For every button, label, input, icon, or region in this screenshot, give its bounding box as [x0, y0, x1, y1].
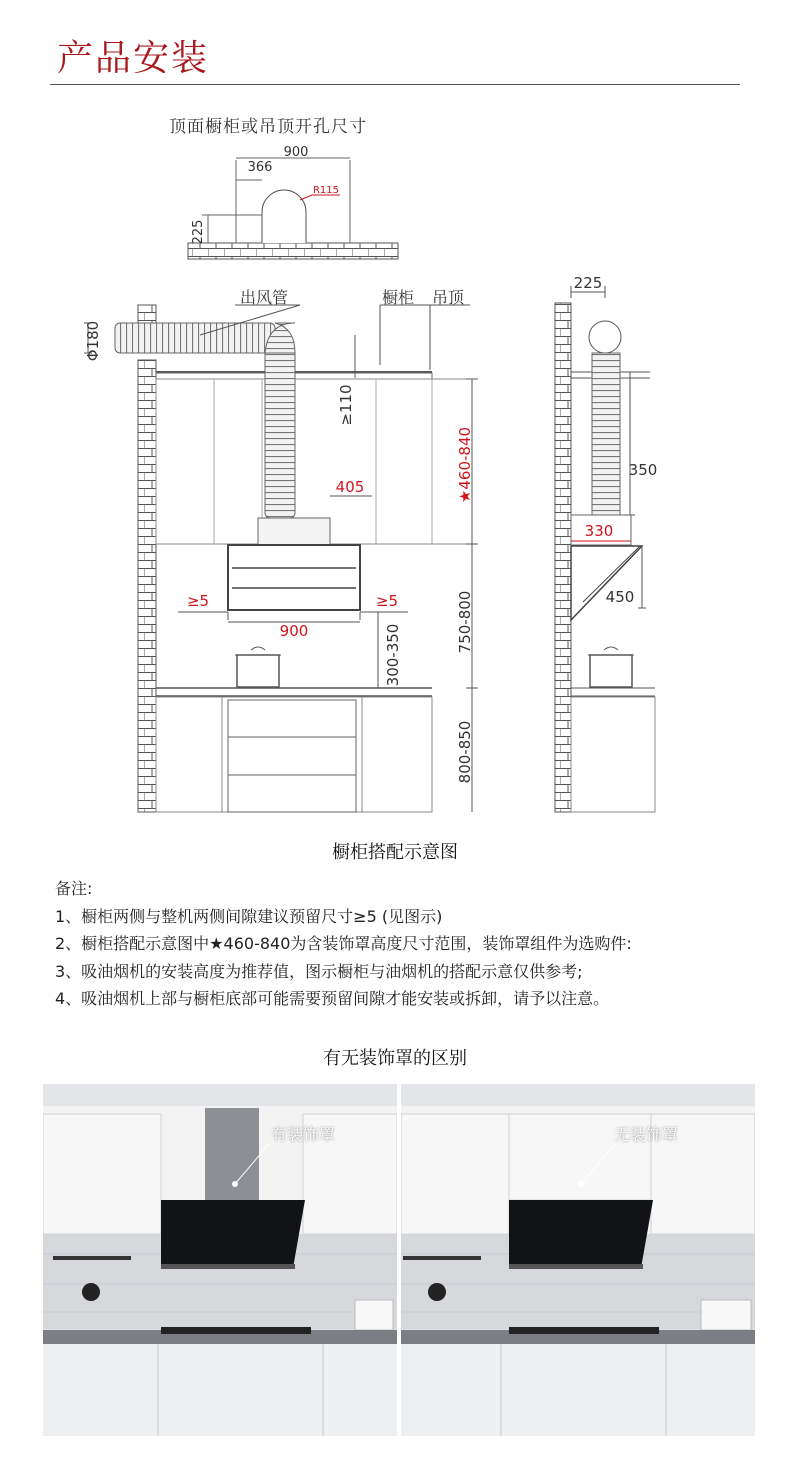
hood-offset-label: 405 — [335, 478, 365, 496]
counter-height-label: 800-850 — [456, 720, 474, 784]
diagram-caption: 橱柜搭配示意图 — [332, 842, 458, 863]
note-item-2: 2、橱柜搭配示意图中★460-840为含装饰罩高度尺寸范围，装饰罩组件为选购件: — [55, 934, 632, 953]
side-depth-label: 330 — [584, 522, 614, 540]
dim-top-radius: R115 — [312, 185, 340, 196]
installation-diagram — [0, 135, 790, 835]
hood-height-label: 300-350 — [384, 623, 402, 687]
cabinet-label: 橱柜 — [382, 288, 415, 307]
hood-width-label: 900 — [279, 622, 309, 640]
top-opening-title: 顶面橱柜或吊顶开孔尺寸 — [169, 117, 367, 137]
with-cover-tag: 有装饰罩 — [271, 1125, 336, 1144]
photo-with-cover — [43, 1084, 397, 1436]
side-view-diagram — [555, 274, 657, 812]
side-hood-height-label: 450 — [605, 588, 635, 606]
duct-diameter-label: Φ180 — [84, 320, 102, 362]
notes-heading: 备注: — [55, 879, 93, 898]
note-item-3: 3、吸油烟机的安装高度为推荐值，图示橱柜与油烟机的搭配示意仅供参考; — [55, 961, 583, 981]
dim-top-width: 900 — [283, 145, 309, 160]
top-opening-diagram — [188, 145, 398, 259]
notes-section — [55, 875, 632, 1013]
dim-top-height: 225 — [191, 219, 206, 245]
page-title: 产品安装 — [57, 38, 210, 79]
front-view-diagram — [84, 288, 478, 812]
gap-left-label: ≥5 — [186, 592, 210, 610]
note-item-4: 4、吸油烟机上部与橱柜底部可能需要预留间隙才能安装或拆卸，请予以注意。 — [55, 989, 610, 1008]
cover-height-label: ★460-840 — [456, 426, 474, 504]
side-top-width-label: 225 — [573, 274, 603, 292]
without-cover-tag: 无装饰罩 — [614, 1125, 679, 1144]
dim-top-offset: 366 — [247, 160, 273, 175]
gap-top-label: ≥110 — [337, 384, 355, 426]
photo-without-cover — [401, 1084, 755, 1436]
title-divider — [50, 84, 740, 85]
gap-right-label: ≥5 — [375, 592, 399, 610]
install-height-label: 750-800 — [456, 590, 474, 654]
duct-label: 出风管 — [240, 288, 289, 307]
ceiling-label: 吊顶 — [432, 288, 465, 307]
side-duct-length-label: 350 — [628, 461, 658, 479]
note-item-1: 1、橱柜两侧与整机两侧间隙建议预留尺寸≥5 (见图示) — [55, 906, 443, 926]
comparison-title: 有无装饰罩的区别 — [323, 1048, 467, 1069]
